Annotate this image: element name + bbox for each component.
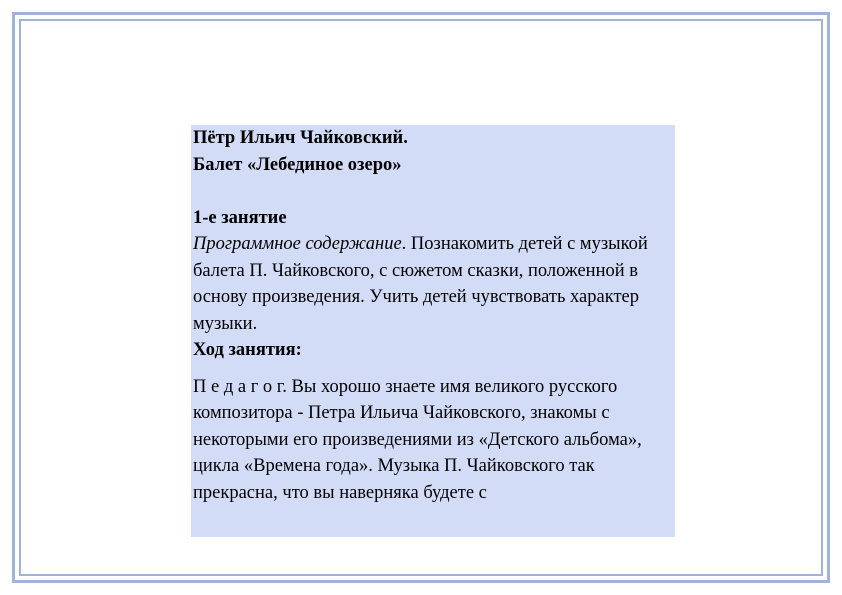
ballet-title: Балет «Лебединое озеро» bbox=[193, 154, 402, 175]
lesson-heading: 1-е занятие bbox=[193, 207, 287, 228]
blank-line bbox=[193, 178, 673, 205]
course-heading: Ход занятия: bbox=[193, 340, 302, 360]
speaker-label: П е д а г о г bbox=[193, 376, 283, 397]
slide-text-block bbox=[191, 125, 675, 537]
program-paragraph bbox=[193, 231, 673, 337]
program-label: Программное содержание bbox=[193, 234, 402, 254]
speech-text: . Вы хорошо знаете имя великого русского композитора - Петра Ильича Чайковского, знакомы с некоторыми его произведениями из «Детского альбома», цикла «Времена года». Музыка П. Чайковского так прекрасна, что вы наверняка будете с bbox=[193, 376, 642, 503]
teacher-speech-paragraph bbox=[193, 374, 673, 507]
composer-title: Пётр Ильич Чайковский. bbox=[193, 128, 408, 148]
program-text: . Познакомить детей с музыкой балета П. Чайковского, с сюжетом сказки, положенной в основу произведения. Учить детей чувствовать характер музыки. bbox=[193, 234, 648, 334]
